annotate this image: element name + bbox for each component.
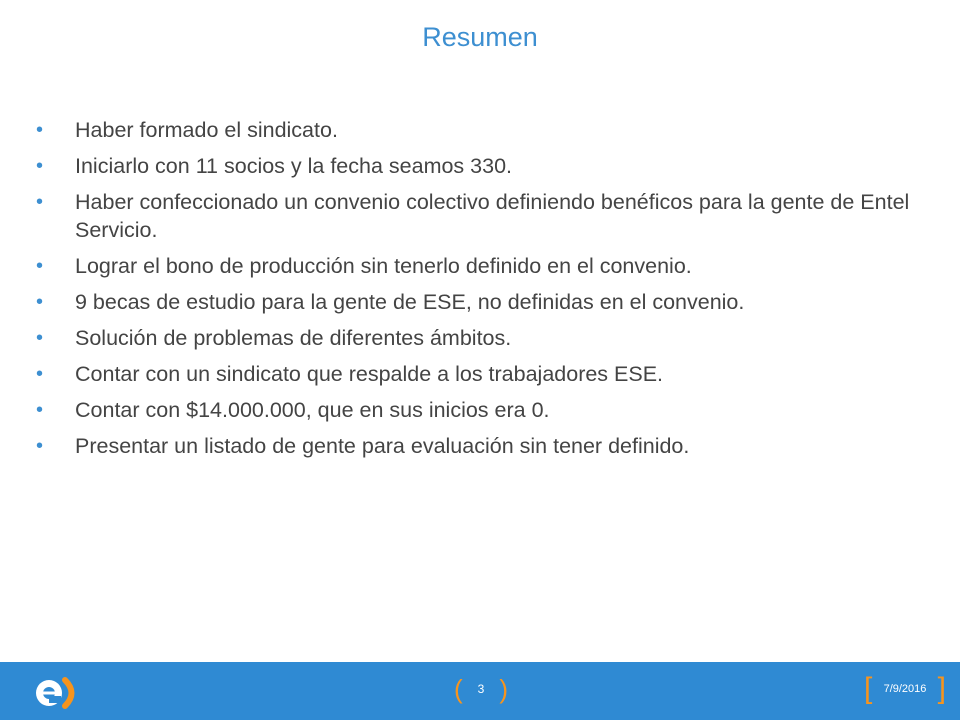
bullet-item [36, 324, 916, 352]
left-bracket-icon: [ [864, 672, 873, 705]
bullet-text: Lograr el bono de producción sin tenerlo definido en el convenio. [75, 254, 692, 278]
entel-logo-icon [34, 676, 80, 710]
bullet-item [36, 288, 916, 316]
bullet-marker: • [36, 363, 44, 385]
footer-bar [0, 662, 960, 720]
bullet-text: Haber confeccionado un convenio colectivo definiendo benéficos para la gente de Entel Servicio. [75, 190, 910, 242]
page-number-badge [454, 672, 508, 706]
page-number: 3 [477, 682, 485, 696]
slide-title: Resumen [422, 22, 538, 52]
bullet-text: 9 becas de estudio para la gente de ESE, no definidas en el convenio. [75, 290, 745, 314]
bullet-text: Solución de problemas de diferentes ámbitos. [75, 326, 512, 350]
bullet-text: Presentar un listado de gente para evaluación sin tener definido. [75, 434, 690, 458]
bullet-marker: • [36, 435, 44, 457]
bullet-text: Iniciarlo con 11 socios y la fecha seamos 330. [75, 154, 513, 178]
bullet-text: Contar con un sindicato que respalde a los trabajadores ESE. [75, 362, 664, 386]
bullet-marker: • [36, 119, 44, 141]
right-bracket-icon: ] [937, 672, 946, 705]
bullet-item [36, 252, 916, 280]
bullet-marker: • [36, 155, 44, 177]
bullet-item [36, 432, 916, 460]
bullet-text: Contar con $14.000.000, que en sus inicios era 0. [75, 398, 550, 422]
left-paren-icon: ( [454, 674, 463, 704]
bullet-item [36, 152, 916, 180]
bullet-marker: • [36, 399, 44, 421]
right-paren-icon: ) [499, 674, 508, 704]
bullet-list [36, 116, 916, 468]
date-badge [864, 672, 946, 706]
bullet-item [36, 116, 916, 144]
bullet-marker: • [36, 191, 44, 213]
slide-date: 7/9/2016 [883, 683, 927, 695]
bullet-marker: • [36, 327, 44, 349]
bullet-marker: • [36, 255, 44, 277]
bullet-item [36, 396, 916, 424]
bullet-marker: • [36, 291, 44, 313]
bullet-item [36, 360, 916, 388]
bullet-text: Haber formado el sindicato. [75, 118, 338, 142]
bullet-item [36, 188, 916, 244]
